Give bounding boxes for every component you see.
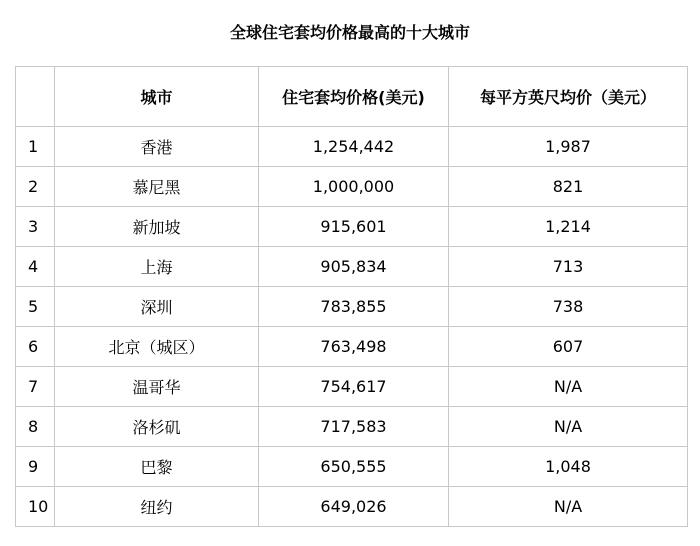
row-avg-price: 763,498 xyxy=(259,327,449,367)
row-index: 9 xyxy=(16,447,55,487)
row-avg-price: 1,000,000 xyxy=(259,167,449,207)
row-city: 新加坡 xyxy=(55,207,259,247)
row-city: 洛杉矶 xyxy=(55,407,259,447)
row-price-per-sqft: 1,987 xyxy=(449,127,688,167)
row-price-per-sqft: N/A xyxy=(449,367,688,407)
row-index: 8 xyxy=(16,407,55,447)
table-row xyxy=(16,207,688,247)
row-price-per-sqft: 607 xyxy=(449,327,688,367)
row-index: 10 xyxy=(16,487,55,527)
row-city: 巴黎 xyxy=(55,447,259,487)
row-city: 香港 xyxy=(55,127,259,167)
header-city: 城市 xyxy=(55,67,259,127)
table-row xyxy=(16,247,688,287)
row-city: 温哥华 xyxy=(55,367,259,407)
row-index: 2 xyxy=(16,167,55,207)
row-price-per-sqft: 1,214 xyxy=(449,207,688,247)
row-city: 上海 xyxy=(55,247,259,287)
row-index: 3 xyxy=(16,207,55,247)
row-price-per-sqft: N/A xyxy=(449,407,688,447)
page-title: 全球住宅套均价格最高的十大城市 xyxy=(229,23,470,42)
row-avg-price: 783,855 xyxy=(259,287,449,327)
row-price-per-sqft: 713 xyxy=(449,247,688,287)
row-avg-price: 717,583 xyxy=(259,407,449,447)
row-avg-price: 650,555 xyxy=(259,447,449,487)
header-index xyxy=(16,67,55,127)
city-price-table xyxy=(15,66,688,527)
row-avg-price: 754,617 xyxy=(259,367,449,407)
table-row xyxy=(16,327,688,367)
table-row xyxy=(16,487,688,527)
row-city: 慕尼黑 xyxy=(55,167,259,207)
row-avg-price: 1,254,442 xyxy=(259,127,449,167)
row-avg-price: 649,026 xyxy=(259,487,449,527)
row-avg-price: 915,601 xyxy=(259,207,449,247)
row-city: 深圳 xyxy=(55,287,259,327)
row-index: 4 xyxy=(16,247,55,287)
table-row xyxy=(16,127,688,167)
row-city: 北京（城区） xyxy=(55,327,259,367)
header-price-per-sqft: 每平方英尺均价（美元） xyxy=(449,67,688,127)
table-header-row xyxy=(16,67,688,127)
row-price-per-sqft: 1,048 xyxy=(449,447,688,487)
row-index: 6 xyxy=(16,327,55,367)
table-row xyxy=(16,167,688,207)
row-price-per-sqft: 738 xyxy=(449,287,688,327)
table-row xyxy=(16,407,688,447)
row-avg-price: 905,834 xyxy=(259,247,449,287)
table-row xyxy=(16,447,688,487)
row-index: 5 xyxy=(16,287,55,327)
row-index: 7 xyxy=(16,367,55,407)
row-price-per-sqft: 821 xyxy=(449,167,688,207)
row-price-per-sqft: N/A xyxy=(449,487,688,527)
table-row xyxy=(16,287,688,327)
row-index: 1 xyxy=(16,127,55,167)
row-city: 纽约 xyxy=(55,487,259,527)
header-avg-price: 住宅套均价格(美元) xyxy=(259,67,449,127)
table-row xyxy=(16,367,688,407)
